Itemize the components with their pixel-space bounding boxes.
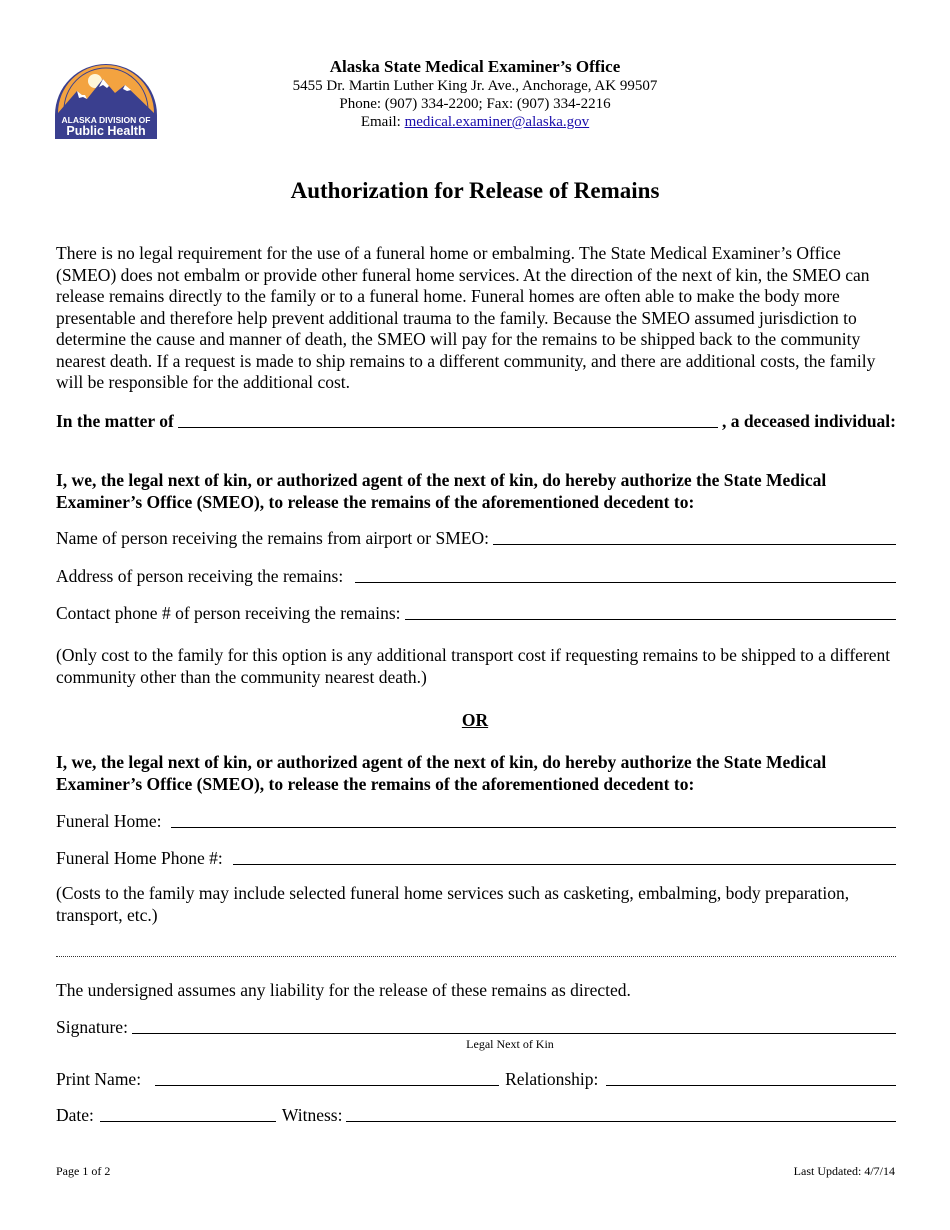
- receiver-phone-field[interactable]: [405, 603, 896, 620]
- receiver-phone-row: [56, 602, 896, 624]
- print-name-field[interactable]: [155, 1069, 499, 1086]
- svg-text:Public Health: Public Health: [66, 124, 146, 138]
- option1-note: (Only cost to the family for this option is any additional transport cost if requesting remains to be shipped to a different community other than the community nearest death.): [56, 645, 891, 687]
- funeral-home-phone-row: [56, 847, 896, 869]
- signature-field[interactable]: [132, 1017, 896, 1034]
- last-updated: Last Updated: 4/7/14: [793, 1164, 895, 1178]
- svg-text:ALASKA DIVISION OF: ALASKA DIVISION OF: [61, 115, 151, 125]
- email-link[interactable]: medical.examiner@alaska.gov: [404, 114, 590, 130]
- office-name: Alaska State Medical Examiner’s Office: [329, 57, 621, 76]
- dotted-separator: [56, 956, 896, 957]
- matter-prefix: In the matter of: [56, 411, 174, 431]
- decedent-name-field[interactable]: [178, 411, 718, 428]
- print-name-label: Print Name:: [56, 1069, 142, 1089]
- print-name-row: [56, 1068, 896, 1090]
- receiver-name-field[interactable]: [493, 528, 896, 545]
- liability-text: The undersigned assumes any liability for the release of these remains as directed.: [56, 980, 631, 1000]
- funeral-home-row: [56, 810, 896, 832]
- office-phone-fax: Phone: (907) 334-2200; Fax: (907) 334-2216: [339, 96, 611, 112]
- office-address: 5455 Dr. Martin Luther King Jr. Ave., Anchorage, AK 99507: [292, 78, 658, 94]
- receiver-name-label: Name of person receiving the remains from airport or SMEO:: [56, 528, 489, 548]
- receiver-address-label: Address of person receiving the remains:: [56, 566, 344, 586]
- authorization-text-1: I, we, the legal next of kin, or authorized agent of the next of kin, do hereby authorize the State Medical Examiner’s Office (SMEO), to release the remains of the aforementioned decedent to:: [56, 470, 827, 512]
- witness-field[interactable]: [346, 1105, 896, 1122]
- document-title: Authorization for Release of Remains: [290, 178, 660, 203]
- signature-label: Signature:: [56, 1017, 128, 1037]
- funeral-home-phone-label: Funeral Home Phone #:: [56, 848, 223, 868]
- date-field[interactable]: [100, 1105, 276, 1122]
- date-witness-row: [56, 1104, 896, 1126]
- signature-caption: Legal Next of Kin: [466, 1037, 554, 1051]
- receiver-name-row: [56, 527, 896, 549]
- date-label: Date:: [56, 1105, 94, 1125]
- receiver-address-field[interactable]: [355, 566, 896, 583]
- page-number: Page 1 of 2: [56, 1164, 111, 1178]
- relationship-label: Relationship:: [505, 1069, 599, 1089]
- signature-row: [56, 1016, 896, 1038]
- receiver-phone-label: Contact phone # of person receiving the remains:: [56, 603, 401, 623]
- witness-label: Witness:: [281, 1105, 343, 1125]
- office-email-line: [0, 113, 950, 131]
- option2-note: (Costs to the family may include selected funeral home services such as casketing, embalming, body preparation, transport, etc.): [56, 883, 850, 925]
- funeral-home-phone-field[interactable]: [233, 848, 896, 865]
- receiver-address-row: [56, 565, 896, 587]
- or-divider: OR: [461, 710, 489, 730]
- relationship-field[interactable]: [606, 1069, 896, 1086]
- matter-suffix: , a deceased individual:: [721, 411, 896, 431]
- matter-row: [56, 410, 896, 432]
- funeral-home-field[interactable]: [171, 811, 896, 828]
- email-label: Email:: [360, 114, 405, 130]
- authorization-text-2: I, we, the legal next of kin, or authorized agent of the next of kin, do hereby authorize the State Medical Examiner’s Office (SMEO), to release the remains of the aforementioned decedent to:: [56, 752, 827, 794]
- funeral-home-label: Funeral Home:: [56, 811, 162, 831]
- intro-paragraph: There is no legal requirement for the use of a funeral home or embalming. The State Medical Examiner’s Office (SMEO) does not embalm or provide other funeral home services. At the direction of the next of kin, the SMEO can release remains directly to the family or to a funeral home. Funeral homes are often able to make the body more presentable and therefore help prevent additional trauma to the family. Because the SMEO assumed jurisdiction to determine the cause and manner of death, the SMEO will pay for the remains to be shipped back to the community nearest death. If a request is made to ship remains to a different community, and there are additional costs, the family will be responsible for the additional cost.: [56, 243, 876, 392]
